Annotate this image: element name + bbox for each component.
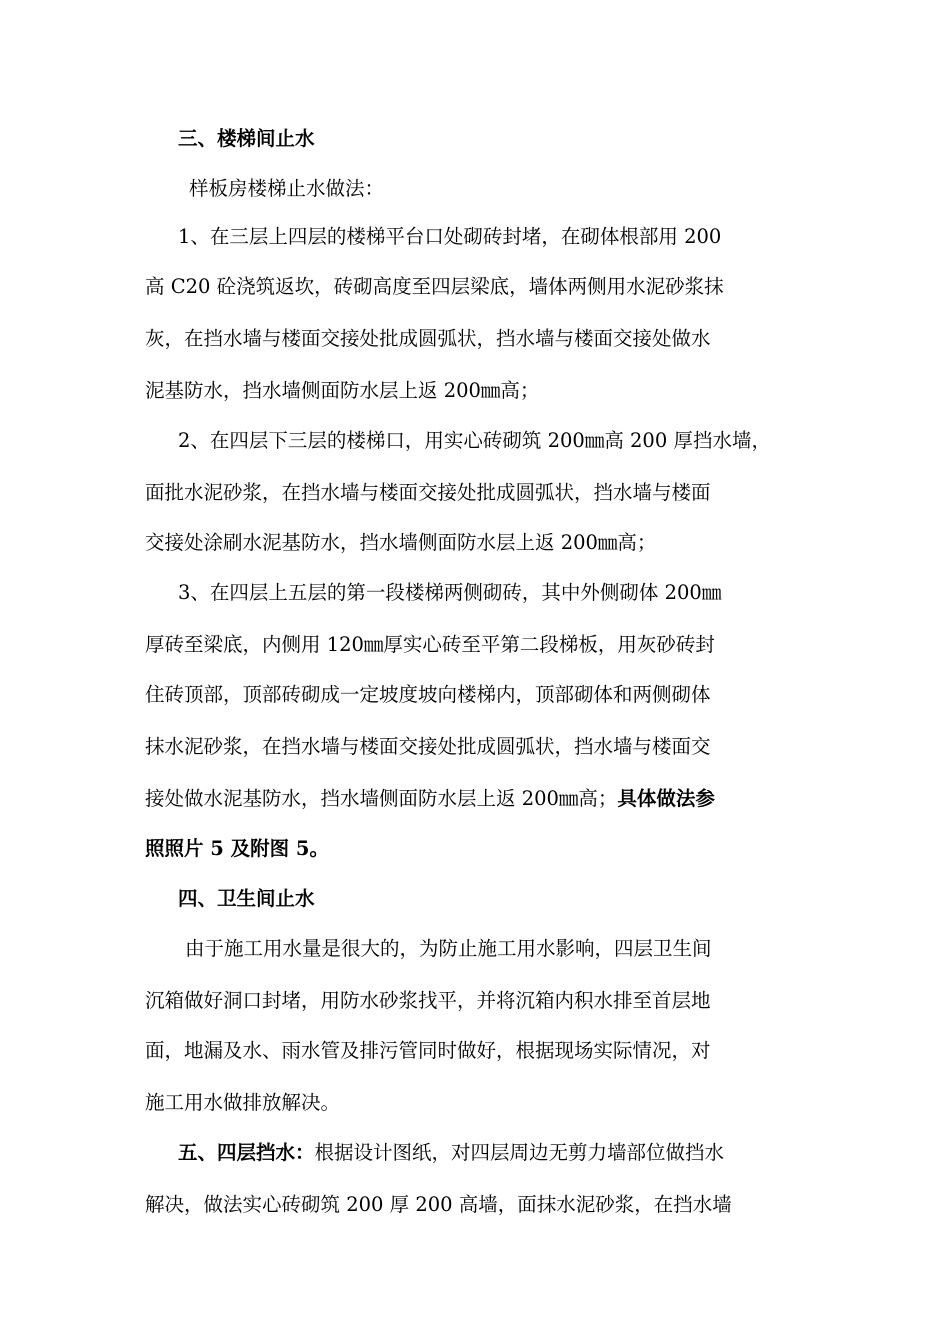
item3-line3: 住砖顶部，顶部砖砌成一定坡度坡向楼梯内，顶部砌体和两侧砌体 — [145, 683, 711, 706]
section3-heading: 三、楼梯间止水 — [178, 127, 315, 150]
item1-line2: 高 C20 砼浇筑返坎，砖砌高度至四层梁底，墙体两侧用水泥砂浆抹 — [145, 275, 724, 298]
item3-line4: 抹水泥砂浆，在挡水墙与楼面交接处批成圆弧状，挡水墙与楼面交 — [145, 735, 711, 758]
item1-line3: 灰，在挡水墙与楼面交接处批成圆弧状，挡水墙与楼面交接处做水 — [145, 327, 711, 350]
section4-line4: 施工用水做排放解决。 — [145, 1091, 341, 1114]
item2-line3: 交接处涂刷水泥基防水，挡水墙侧面防水层上返 200㎜高； — [145, 531, 657, 554]
section5-line1-text: 根据设计图纸，对四层周边无剪力墙部位做挡水 — [314, 1141, 725, 1164]
section4-line1: 由于施工用水量是很大的，为防止施工用水影响，四层卫生间 — [185, 937, 712, 960]
item3-line5 — [145, 784, 715, 814]
item3-line5-text: 接处做水泥基防水，挡水墙侧面防水层上返 200㎜高； — [145, 787, 618, 810]
item2-line2: 面批水泥砂浆，在挡水墙与楼面交接处批成圆弧状，挡水墙与楼面 — [145, 481, 711, 504]
section4-heading: 四、卫生间止水 — [178, 887, 315, 910]
item2-line1: 2、在四层下三层的楼梯口，用实心砖砌筑 200㎜高 200 厚挡水墙， — [178, 429, 771, 452]
section3-intro: 样板房楼梯止水做法： — [189, 177, 385, 200]
item3-reference-start: 具体做法参 — [617, 787, 715, 810]
item1-line1: 1、在三层上四层的楼梯平台口处砌砖封堵，在砌体根部用 200 — [178, 225, 722, 248]
item3-reference-end: 照照片 5 及附图 5。 — [145, 837, 330, 860]
section5-line2: 解决，做法实心砖砌筑 200 厚 200 高墙，面抹水泥砂浆，在挡水墙 — [145, 1193, 732, 1216]
item3-line2: 厚砖至梁底，内侧用 120㎜厚实心砖至平第二段梯板，用灰砂砖封 — [145, 633, 715, 656]
item3-line1: 3、在四层上五层的第一段楼梯两侧砌砖，其中外侧砌体 200㎜ — [178, 581, 722, 604]
section4-line2: 沉箱做好洞口封堵，用防水砂浆找平，并将沉箱内积水排至首层地 — [145, 989, 711, 1012]
section5-heading: 五、四层挡水： — [178, 1141, 315, 1164]
item1-line4: 泥基防水，挡水墙侧面防水层上返 200㎜高； — [145, 379, 540, 402]
section4-line3: 面，地漏及水、雨水管及排污管同时做好，根据现场实际情况，对 — [145, 1039, 711, 1062]
section5-line1 — [178, 1138, 724, 1168]
